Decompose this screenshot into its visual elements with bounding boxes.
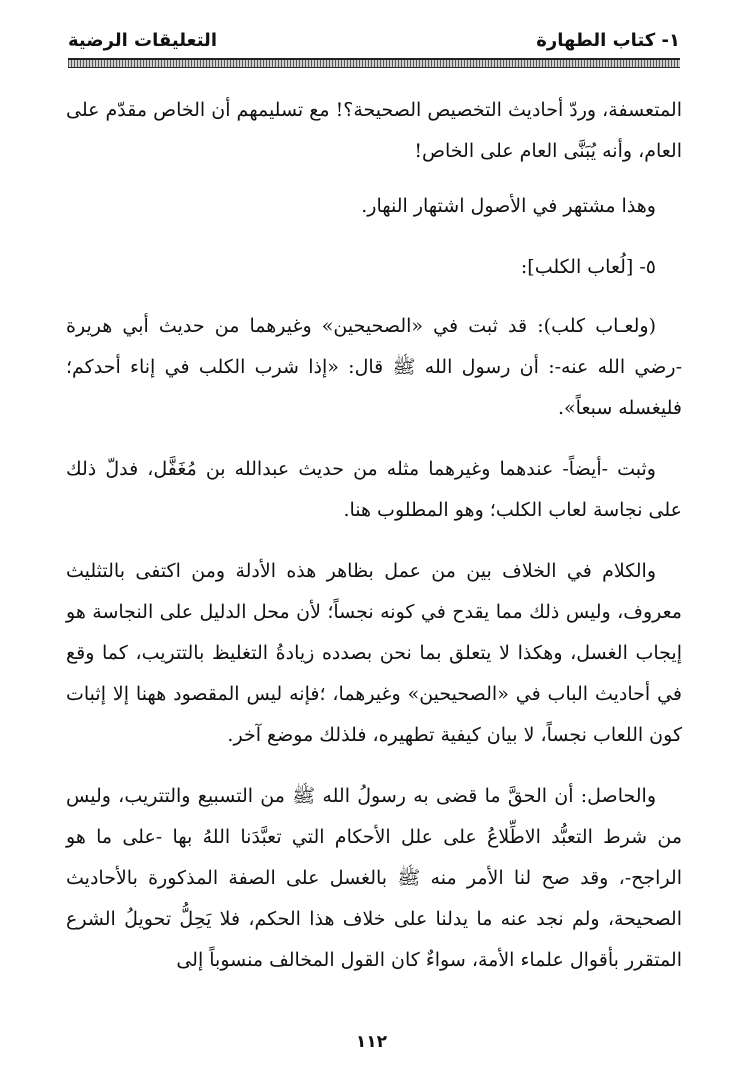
section-heading: ٥- [لُعاب الكلب]: [520, 256, 656, 278]
header-rule [68, 58, 680, 67]
header-rule-line [68, 67, 680, 68]
page-body [66, 90, 682, 1001]
running-header [68, 30, 680, 58]
book-title: التعليقات الرضية [68, 30, 217, 51]
paragraph: والكلام في الخلاف بين من عمل بظاهر هذه الأدلة ومن اكتفى بالتثليث معروف، وليس ذلك مما يقدح في كونه نجساً؛ لأن محل الدليل على النجاسة هو إيجاب الغسل، وهكذا لا يتعلق بما نحن بصدده زيادةُ التغليظ بالتتريب، كما وقع في أحاديث الباب في «الصحيحين» وغيرهما، ؛فإنه ليس المقصود ههنا إلا إثبات كون اللعاب نجساً، لا بيان كيفية تطهيره، فلذلك موضع آخر. [66, 560, 682, 746]
paragraph: (ولعـاب كلب): قد ثبت في «الصحيحين» وغيرهما من حديث أبي هريرة -رضي الله عنه-: أن رسول الله ﷺ قال: «إذا شرب الكلب في إناء أحدكم؛ فليغسله سبعاً». [66, 315, 682, 419]
chapter-title: ١- كتاب الطهارة [536, 30, 680, 51]
page-number: ١١٢ [355, 1032, 388, 1052]
paragraph: وثبت -أيضاً- عندهما وغيرهما مثله من حديث عبدالله بن مُغَفَّل، فدلّ ذلك على نجاسة لعاب الكلب؛ وهو المطلوب هنا. [66, 458, 682, 521]
paragraph: المتعسفة، وردّ أحاديث التخصيص الصحيحة؟! مع تسليمهم أن الخاص مقدّم على العام، وأنه يُبَنَّى العام على الخاص! [66, 99, 682, 162]
paragraph: والحاصل: أن الحقَّ ما قضى به رسولُ الله ﷺ من التسبيع والتتريب، وليس من شرط التعبُّد الاطِّلاعُ على علل الأحكام التي تعبَّدَنا اللهُ بها -على ما هو الراجح-، وقد صح لنا الأمر منه ﷺ بالغسل على الصفة المذكورة بالأحاديث الصحيحة، ولم نجد عنه ما يدلنا على خلاف هذا الحكم، فلا يَحِلُّ تحويلُ الشرع المتقرر بأقوال علماء الأمة، سواءٌ كان القول المخالف منسوباً إلى [66, 785, 682, 971]
paragraph: وهذا مشتهر في الأصول اشتهار النهار. [361, 195, 656, 217]
